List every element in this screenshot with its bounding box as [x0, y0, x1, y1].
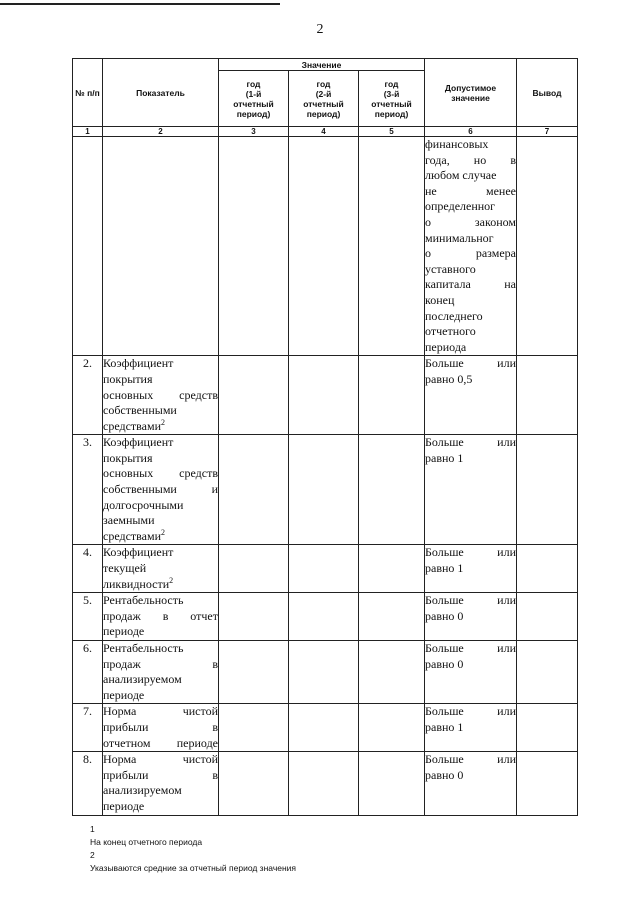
col-number: 6	[425, 127, 517, 137]
cell-allowed: Больше или равно 0	[425, 641, 517, 704]
footnote-2-text: Указываются средние за отчетный период значения	[90, 863, 297, 873]
cell-indicator: Норма чистой прибыли в анализируемом периоде	[103, 752, 219, 815]
cell-year-2	[289, 704, 359, 752]
header-year-1: год (1-й отчетный период)	[219, 71, 289, 127]
footnote-1-mark: 1	[90, 824, 95, 834]
cell-year-1	[219, 704, 289, 752]
cell-conclusion	[517, 593, 578, 641]
table-row-continuation	[73, 137, 578, 356]
cell-allowed: Больше или равно 1	[425, 545, 517, 593]
cell-year-3	[359, 704, 425, 752]
table-row	[73, 356, 578, 435]
cell-allowed: Больше или равно 1	[425, 704, 517, 752]
header-year-2: год (2-й отчетный период)	[289, 71, 359, 127]
cell-year-2	[289, 356, 359, 435]
cell-year-2	[289, 435, 359, 545]
cell-indicator: Рентабельность продаж в анализируемом периоде	[103, 641, 219, 704]
cell-num: 8.	[73, 752, 103, 815]
table-row	[73, 704, 578, 752]
col-number: 5	[359, 127, 425, 137]
col-number: 3	[219, 127, 289, 137]
cell-year-3	[359, 752, 425, 815]
col-number: 7	[517, 127, 578, 137]
header-allowed: Допустимое значение	[425, 59, 517, 127]
header-indicator: Показатель	[103, 59, 219, 127]
cell-year-2	[289, 641, 359, 704]
cell-indicator: Коэффициент покрытия основных средств собственными средствами$^2$	[103, 356, 219, 435]
cell-year-3	[359, 641, 425, 704]
cell-year-2	[289, 137, 359, 356]
cell-allowed: Больше или равно 1	[425, 435, 517, 545]
cell-year-1	[219, 752, 289, 815]
cell-indicator: Рентабельность продаж в отчет периоде	[103, 593, 219, 641]
cell-allowed: Больше или равно 0	[425, 752, 517, 815]
header-conclusion: Вывод	[517, 59, 578, 127]
cell-indicator	[103, 137, 219, 356]
cell-num	[73, 137, 103, 356]
cell-conclusion	[517, 435, 578, 545]
table-row	[73, 752, 578, 815]
cell-year-1	[219, 593, 289, 641]
cell-year-2	[289, 593, 359, 641]
cell-year-1	[219, 641, 289, 704]
cell-allowed: Больше или равно 0	[425, 593, 517, 641]
header-year-3: год (3-й отчетный период)	[359, 71, 425, 127]
cell-num: 3.	[73, 435, 103, 545]
cell-indicator: Норма чистой прибыли в отчетном периоде	[103, 704, 219, 752]
cell-year-3	[359, 545, 425, 593]
footnote-rule	[90, 815, 206, 816]
cell-year-2	[289, 752, 359, 815]
cell-num: 6.	[73, 641, 103, 704]
cell-indicator: Коэффициент текущей ликвидности$^2$	[103, 545, 219, 593]
page-number: 2	[316, 22, 324, 37]
cell-conclusion	[517, 641, 578, 704]
cell-allowed: финансовых года, но в любом случае не менее определенног о законом минимальног о размера уставного капитала на конец последнего отчетного периода	[425, 137, 517, 356]
cell-conclusion	[517, 137, 578, 356]
cell-indicator: Коэффициент покрытия основных средств собственными и долгосрочными заемными средствами$^2$	[103, 435, 219, 545]
footnote-1-text: На конец отчетного периода	[90, 837, 203, 847]
cell-conclusion	[517, 704, 578, 752]
header-value: Значение	[219, 59, 425, 71]
cell-year-3	[359, 137, 425, 356]
footnote-2-mark: 2	[90, 850, 95, 860]
cell-year-3	[359, 593, 425, 641]
cell-num: 2.	[73, 356, 103, 435]
top-rule	[0, 3, 280, 5]
cell-year-1	[219, 137, 289, 356]
cell-year-1	[219, 545, 289, 593]
indicators-table	[72, 58, 578, 816]
col-number: 4	[289, 127, 359, 137]
cell-year-2	[289, 545, 359, 593]
cell-num: 7.	[73, 704, 103, 752]
col-number: 2	[103, 127, 219, 137]
cell-conclusion	[517, 356, 578, 435]
col-number: 1	[73, 127, 103, 137]
cell-year-1	[219, 356, 289, 435]
cell-allowed: Больше или равно 0,5	[425, 356, 517, 435]
header-num: № п/п	[73, 59, 103, 127]
cell-year-1	[219, 435, 289, 545]
cell-conclusion	[517, 545, 578, 593]
table-row	[73, 593, 578, 641]
table-row	[73, 435, 578, 545]
table-row	[73, 545, 578, 593]
cell-year-3	[359, 356, 425, 435]
cell-year-3	[359, 435, 425, 545]
cell-conclusion	[517, 752, 578, 815]
footnote-ref: 2	[161, 527, 166, 537]
footnote-ref: 2	[169, 575, 174, 585]
footnote-ref: 2	[161, 417, 166, 427]
cell-num: 5.	[73, 593, 103, 641]
table-row	[73, 641, 578, 704]
cell-num: 4.	[73, 545, 103, 593]
